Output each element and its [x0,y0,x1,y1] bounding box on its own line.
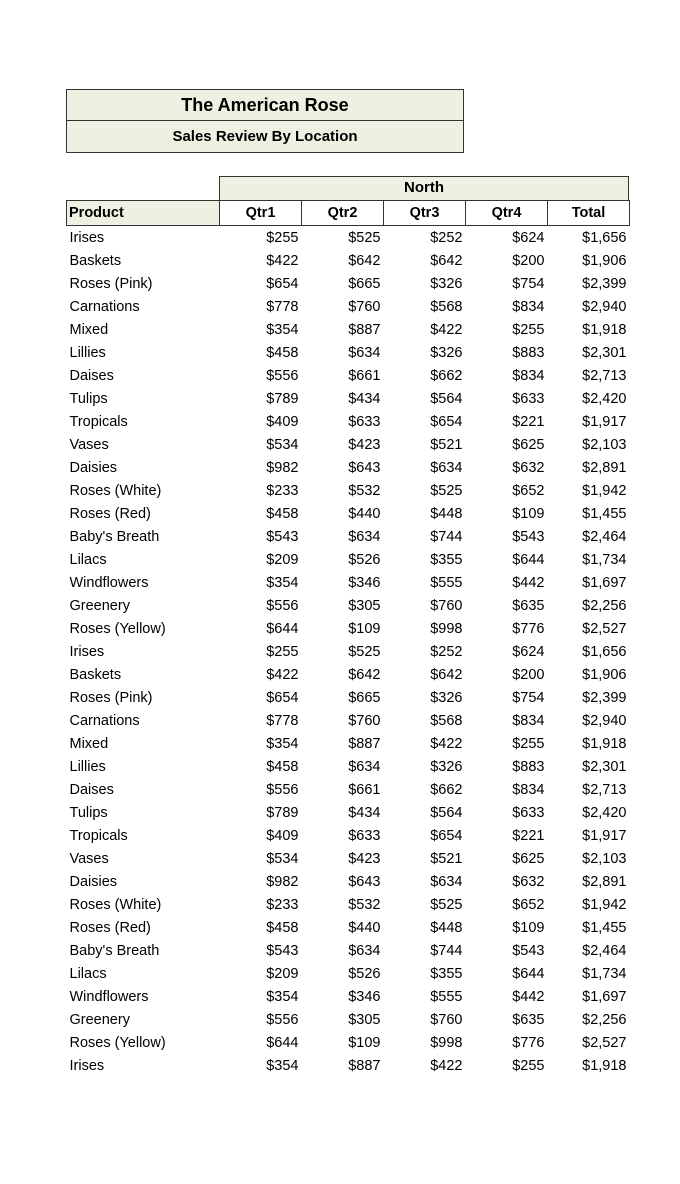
total-cell: $2,527 [582,1034,627,1051]
total-cell: $2,420 [582,390,627,407]
qtr3-cell: $555 [430,988,463,1005]
qtr3-cell: $252 [430,229,463,246]
qtr3-cell: $744 [430,528,463,545]
qtr1-cell: $255 [266,643,299,660]
product-cell: Tulips [69,390,108,407]
total-cell: $2,940 [582,712,627,729]
product-cell: Roses (Pink) [69,689,153,706]
product-cell: Vases [69,436,109,453]
qtr3-cell: $568 [430,712,463,729]
qtr4-cell: $543 [512,528,545,545]
qtr3-cell: $525 [430,896,463,913]
qtr4-cell: $221 [512,413,545,430]
header-row [67,201,630,226]
qtr1-cell: $255 [266,229,299,246]
qtr2-cell: $661 [348,367,381,384]
product-cell: Roses (White) [69,482,162,499]
qtr4-cell: $644 [512,551,545,568]
product-cell: Tropicals [69,827,128,844]
table-row [67,617,630,640]
table-row [67,387,630,410]
table-row [67,341,630,364]
qtr2-cell: $634 [348,942,381,959]
product-cell: Daisies [69,459,118,476]
product-cell: Irises [69,1057,105,1074]
total-cell: $2,891 [582,873,627,890]
qtr2-cell: $760 [348,712,381,729]
product-cell: Daises [69,781,114,798]
table-row [67,870,630,893]
table-row [67,916,630,939]
qtr3-cell: $998 [430,1034,463,1051]
qtr2-cell: $665 [348,689,381,706]
product-cell: Roses (White) [69,896,162,913]
qtr3-cell: $564 [430,804,463,821]
qtr2-cell: $634 [348,528,381,545]
product-cell: Lillies [69,344,106,361]
product-cell: Greenery [69,597,130,614]
total-cell: $2,527 [582,620,627,637]
qtr4-cell: $883 [512,344,545,361]
qtr2-cell: $346 [348,988,381,1005]
qtr1-cell: $654 [266,275,299,292]
product-cell: Lilacs [69,965,107,982]
qtr2-cell: $633 [348,413,381,430]
qtr1-cell: $233 [266,482,299,499]
table-row [67,502,630,525]
qtr1-cell: $556 [266,1011,299,1028]
table-row [67,571,630,594]
qtr2-cell: $525 [348,229,381,246]
qtr1-cell: $409 [266,413,299,430]
table-row [67,1031,630,1054]
total-cell: $1,697 [582,988,627,1005]
qtr2-cell: $423 [348,850,381,867]
qtr3-cell: $642 [430,252,463,269]
product-cell: Daisies [69,873,118,890]
table-row [67,295,630,318]
qtr1-cell: $778 [266,298,299,315]
qtr1-cell: $778 [266,712,299,729]
qtr4-cell: $776 [512,620,545,637]
table-row [67,732,630,755]
product-cell: Baskets [69,252,122,269]
total-cell: $1,942 [582,482,627,499]
qtr4-cell: $834 [512,781,545,798]
qtr4-cell: $255 [512,735,545,752]
total-cell: $2,464 [582,942,627,959]
total-cell: $2,399 [582,689,627,706]
product-cell: Mixed [69,735,109,752]
qtr2-cell: $109 [348,620,381,637]
qtr1-cell: $354 [266,735,299,752]
qtr3-cell: $634 [430,873,463,890]
product-cell: Roses (Yellow) [69,1034,166,1051]
qtr4-cell: $754 [512,275,545,292]
table-row [67,594,630,617]
qtr1-cell: $982 [266,459,299,476]
product-cell: Mixed [69,321,109,338]
total-cell: $1,906 [582,252,627,269]
total-cell: $2,256 [582,597,627,614]
qtr3-cell: $252 [430,643,463,660]
qtr4-cell: $834 [512,367,545,384]
qtr3-cell: $568 [430,298,463,315]
qtr4-cell: $632 [512,873,545,890]
total-cell: $1,734 [582,551,627,568]
product-cell: Carnations [69,712,140,729]
table-row [67,755,630,778]
qtr3-cell: $448 [430,919,463,936]
product-cell: Tulips [69,804,108,821]
total-cell: $2,891 [582,459,627,476]
qtr3-cell: $448 [430,505,463,522]
column-header-qtr3: Qtr3 [384,201,466,226]
table-row [67,686,630,709]
product-cell: Lilacs [69,551,107,568]
qtr4-cell: $442 [512,988,545,1005]
total-cell: $2,399 [582,275,627,292]
qtr1-cell: $543 [266,942,299,959]
qtr4-cell: $255 [512,321,545,338]
qtr1-cell: $654 [266,689,299,706]
product-cell: Greenery [69,1011,130,1028]
qtr1-cell: $556 [266,597,299,614]
qtr3-cell: $654 [430,827,463,844]
total-cell: $2,713 [582,781,627,798]
qtr3-cell: $355 [430,965,463,982]
total-cell: $1,656 [582,229,627,246]
product-cell: Roses (Yellow) [69,620,166,637]
total-cell: $2,301 [582,758,627,775]
total-cell: $2,464 [582,528,627,545]
qtr1-cell: $458 [266,505,299,522]
qtr3-cell: $998 [430,620,463,637]
qtr2-cell: $661 [348,781,381,798]
qtr3-cell: $654 [430,413,463,430]
qtr3-cell: $422 [430,321,463,338]
qtr3-cell: $760 [430,597,463,614]
qtr2-cell: $643 [348,459,381,476]
qtr3-cell: $422 [430,1057,463,1074]
qtr1-cell: $556 [266,367,299,384]
table-row [67,939,630,962]
qtr1-cell: $644 [266,620,299,637]
product-cell: Lillies [69,758,106,775]
table-row [67,1054,630,1077]
qtr4-cell: $109 [512,505,545,522]
product-cell: Irises [69,643,105,660]
qtr1-cell: $233 [266,896,299,913]
qtr1-cell: $534 [266,850,299,867]
qtr3-cell: $422 [430,735,463,752]
qtr4-cell: $754 [512,689,545,706]
product-cell: Baskets [69,666,122,683]
qtr1-cell: $209 [266,551,299,568]
qtr2-cell: $642 [348,252,381,269]
table-row [67,456,630,479]
qtr1-cell: $644 [266,1034,299,1051]
qtr3-cell: $662 [430,367,463,384]
table-row [67,663,630,686]
qtr4-cell: $442 [512,574,545,591]
qtr2-cell: $887 [348,321,381,338]
qtr4-cell: $652 [512,896,545,913]
qtr4-cell: $109 [512,919,545,936]
table-row [67,410,630,433]
qtr4-cell: $635 [512,597,545,614]
total-cell: $1,917 [582,827,627,844]
qtr1-cell: $458 [266,919,299,936]
qtr1-cell: $458 [266,344,299,361]
table-row [67,318,630,341]
qtr1-cell: $534 [266,436,299,453]
product-cell: Roses (Red) [69,919,151,936]
qtr2-cell: $532 [348,896,381,913]
report-subtitle: Sales Review By Location [172,128,358,145]
qtr2-cell: $887 [348,735,381,752]
qtr1-cell: $458 [266,758,299,775]
qtr1-cell: $354 [266,988,299,1005]
qtr2-cell: $525 [348,643,381,660]
sales-table [66,200,630,1077]
qtr2-cell: $887 [348,1057,381,1074]
qtr3-cell: $634 [430,459,463,476]
table-row [67,778,630,801]
qtr4-cell: $632 [512,459,545,476]
qtr1-cell: $789 [266,390,299,407]
qtr1-cell: $354 [266,574,299,591]
column-header-qtr2: Qtr2 [302,201,384,226]
qtr2-cell: $643 [348,873,381,890]
qtr3-cell: $642 [430,666,463,683]
table-row [67,709,630,732]
total-cell: $2,256 [582,1011,627,1028]
total-cell: $1,906 [582,666,627,683]
product-cell: Windflowers [69,574,149,591]
qtr4-cell: $883 [512,758,545,775]
qtr4-cell: $625 [512,436,545,453]
qtr4-cell: $834 [512,712,545,729]
qtr1-cell: $422 [266,252,299,269]
qtr1-cell: $354 [266,1057,299,1074]
table-row [67,1008,630,1031]
total-cell: $1,734 [582,965,627,982]
qtr1-cell: $556 [266,781,299,798]
qtr2-cell: $526 [348,965,381,982]
table-row [67,893,630,916]
qtr3-cell: $555 [430,574,463,591]
product-cell: Daises [69,367,114,384]
qtr2-cell: $642 [348,666,381,683]
total-cell: $2,103 [582,436,627,453]
total-cell: $1,455 [582,919,627,936]
region-header: North [219,176,629,200]
qtr2-cell: $532 [348,482,381,499]
qtr2-cell: $109 [348,1034,381,1051]
qtr4-cell: $834 [512,298,545,315]
table-row [67,962,630,985]
qtr3-cell: $662 [430,781,463,798]
qtr4-cell: $255 [512,1057,545,1074]
qtr3-cell: $521 [430,436,463,453]
qtr1-cell: $422 [266,666,299,683]
qtr3-cell: $521 [430,850,463,867]
table-row [67,479,630,502]
qtr2-cell: $440 [348,505,381,522]
column-header-qtr1: Qtr1 [220,201,302,226]
qtr1-cell: $789 [266,804,299,821]
table-row [67,364,630,387]
table-row [67,640,630,663]
qtr4-cell: $200 [512,252,545,269]
total-cell: $1,455 [582,505,627,522]
total-cell: $2,103 [582,850,627,867]
table-row [67,249,630,272]
qtr4-cell: $644 [512,965,545,982]
qtr3-cell: $564 [430,390,463,407]
qtr3-cell: $355 [430,551,463,568]
qtr1-cell: $354 [266,321,299,338]
product-cell: Irises [69,229,105,246]
product-cell: Roses (Pink) [69,275,153,292]
product-cell: Baby's Breath [69,528,160,545]
total-cell: $1,656 [582,643,627,660]
qtr2-cell: $760 [348,298,381,315]
qtr3-cell: $525 [430,482,463,499]
qtr4-cell: $543 [512,942,545,959]
qtr2-cell: $305 [348,597,381,614]
qtr4-cell: $633 [512,390,545,407]
qtr2-cell: $633 [348,827,381,844]
total-cell: $1,918 [582,1057,627,1074]
total-cell: $2,713 [582,367,627,384]
product-cell: Baby's Breath [69,942,160,959]
total-cell: $2,420 [582,804,627,821]
qtr3-cell: $760 [430,1011,463,1028]
column-header-total: Total [548,201,630,226]
qtr4-cell: $652 [512,482,545,499]
qtr2-cell: $440 [348,919,381,936]
table-row [67,985,630,1008]
total-cell: $1,697 [582,574,627,591]
total-cell: $2,940 [582,298,627,315]
qtr3-cell: $744 [430,942,463,959]
column-header-product: Product [67,201,220,226]
report-title: The American Rose [67,90,463,121]
qtr4-cell: $633 [512,804,545,821]
table-row [67,272,630,295]
qtr3-cell: $326 [430,758,463,775]
total-cell: $2,301 [582,344,627,361]
report-title-box [66,89,464,153]
qtr3-cell: $326 [430,689,463,706]
qtr1-cell: $209 [266,965,299,982]
qtr1-cell: $543 [266,528,299,545]
table-row [67,433,630,456]
qtr2-cell: $423 [348,436,381,453]
column-header-qtr4: Qtr4 [466,201,548,226]
qtr1-cell: $409 [266,827,299,844]
qtr2-cell: $346 [348,574,381,591]
qtr2-cell: $634 [348,344,381,361]
total-cell: $1,918 [582,321,627,338]
product-cell: Roses (Red) [69,505,151,522]
total-cell: $1,917 [582,413,627,430]
qtr4-cell: $776 [512,1034,545,1051]
qtr4-cell: $625 [512,850,545,867]
qtr4-cell: $635 [512,1011,545,1028]
qtr4-cell: $624 [512,643,545,660]
qtr2-cell: $434 [348,804,381,821]
qtr2-cell: $634 [348,758,381,775]
table-row [67,525,630,548]
table-row [67,847,630,870]
qtr4-cell: $624 [512,229,545,246]
table-row [67,824,630,847]
qtr3-cell: $326 [430,344,463,361]
table-row [67,801,630,824]
qtr2-cell: $526 [348,551,381,568]
total-cell: $1,918 [582,735,627,752]
qtr2-cell: $434 [348,390,381,407]
table-row [67,226,630,250]
product-cell: Windflowers [69,988,149,1005]
qtr4-cell: $200 [512,666,545,683]
table-body [67,226,630,1078]
product-cell: Carnations [69,298,140,315]
product-cell: Tropicals [69,413,128,430]
qtr4-cell: $221 [512,827,545,844]
qtr1-cell: $982 [266,873,299,890]
qtr3-cell: $326 [430,275,463,292]
table-row [67,548,630,571]
product-cell: Vases [69,850,109,867]
total-cell: $1,942 [582,896,627,913]
qtr2-cell: $665 [348,275,381,292]
qtr2-cell: $305 [348,1011,381,1028]
